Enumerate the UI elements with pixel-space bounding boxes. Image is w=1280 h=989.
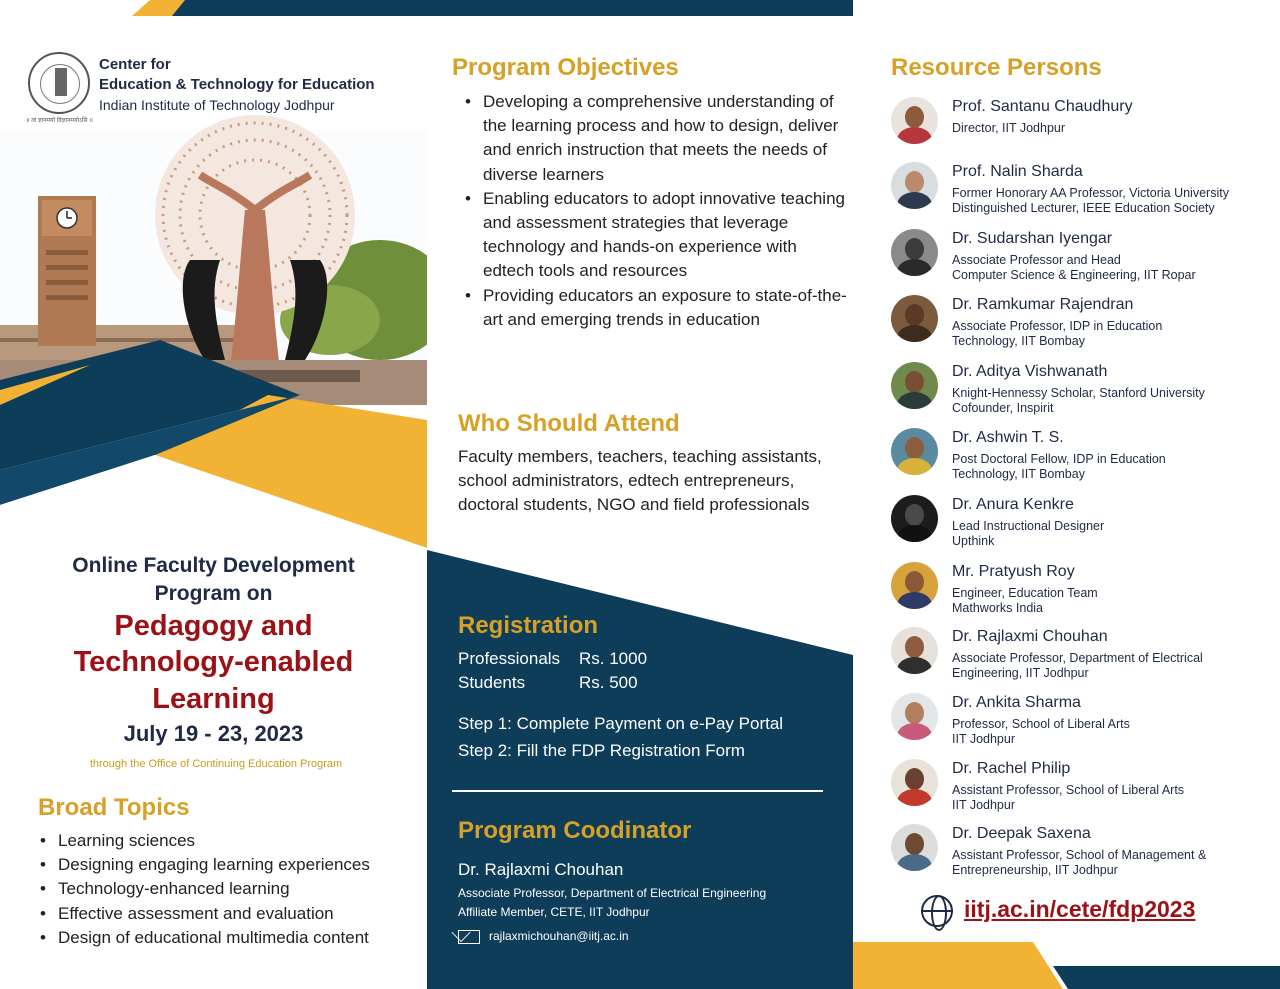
person-detail: IIT Jodhpur [952,732,1016,746]
person-detail: Technology, IIT Bombay [952,334,1085,348]
program-intro-2: Program on [154,582,273,605]
avatar [891,295,938,342]
person-detail: Technology, IIT Bombay [952,467,1085,481]
divider [452,790,823,792]
person-detail: Upthink [952,534,995,548]
avatar [891,495,938,542]
broad-topics-list [38,829,423,950]
person-detail: Knight-Hennessy Scholar, Stanford University [952,386,1205,400]
person-detail: Cofounder, Inspirit [952,401,1054,415]
person-name: Dr. Aditya Vishwanath [952,363,1108,380]
person-detail: Entrepreneurship, IIT Jodhpur [952,863,1118,877]
person-detail: IIT Jodhpur [952,798,1016,812]
left-panel [0,0,427,989]
person-detail: Distinguished Lecturer, IEEE Education Society [952,201,1215,215]
globe-icon [921,895,953,927]
program-title-3: Learning [152,683,275,715]
avatar [891,562,938,609]
list-item: • Technology-enhanced learning [38,877,423,901]
resource-person [891,160,1276,220]
person-detail: Associate Professor and Head [952,253,1121,267]
person-name: Dr. Ashwin T. S. [952,429,1064,446]
broad-topics-title: Broad Topics [38,794,190,821]
resource-person [891,426,1276,486]
person-name: Dr. Ramkumar Rajendran [952,296,1134,313]
website-link[interactable]: iitj.ac.in/cete/fdp2023 [964,896,1196,922]
person-name: Prof. Santanu Chaudhury [952,98,1133,115]
institute-seal [28,52,90,114]
coordinator-title: Program Coodinator [458,817,692,844]
person-name: Dr. Rajlaxmi Chouhan [952,628,1108,645]
resource-person [891,95,1276,155]
fee-label-students: Students [458,673,526,692]
resource-person [891,691,1276,751]
resource-person [891,757,1276,817]
resource-person [891,493,1276,553]
avatar [891,693,938,740]
person-detail: Professor, School of Liberal Arts [952,717,1130,731]
envelope-icon [458,930,480,944]
person-detail: Assistant Professor, School of Management & [952,848,1207,862]
registration-title: Registration [458,612,599,639]
resource-person [891,560,1276,620]
org-line-2: Education & Technology for Education [99,76,375,93]
person-name: Dr. Anura Kenkre [952,496,1074,513]
registration-step-2: Step 2: Fill the FDP Registration Form [458,741,745,760]
program-title-2: Technology-enabled [73,646,354,678]
list-item: • Developing a comprehensive understanding of the learning process and how to design, deliver and enrich instruction that meets the needs of diverse learners [463,90,848,187]
avatar [891,627,938,674]
resource-person [891,625,1276,685]
avatar [891,824,938,871]
person-detail: Former Honorary AA Professor, Victoria University [952,186,1229,200]
coordinator-email[interactable]: rajlaxmichouhan@iitj.ac.in [489,929,629,943]
avatar [891,428,938,475]
resource-person [891,822,1276,882]
coordinator-line-1: Associate Professor, Department of Electrical Engineering [458,886,767,900]
resource-persons-title: Resource Persons [891,54,1102,81]
person-name: Dr. Rachel Philip [952,760,1071,777]
person-name: Dr. Deepak Saxena [952,825,1091,842]
avatar [891,162,938,209]
list-item: • Learning sciences [38,829,423,853]
middle-panel [427,0,853,989]
list-item: • Designing engaging learning experiences [38,853,423,877]
person-detail: Associate Professor, Department of Electrical [952,651,1203,665]
seal-motto: ॥ त्वं ज्ञानमयो विज्ञानमयोऽसि ॥ [26,118,93,124]
who-text: Faculty members, teachers, teaching assistants, school administrators, edtech entrepreneurs, doctoral students, NGO and field professionals [458,447,822,515]
avatar [891,229,938,276]
avatar [891,97,938,144]
person-detail: Associate Professor, IDP in Education [952,319,1163,333]
person-name: Dr. Ankita Sharma [952,694,1081,711]
fee-label-professionals: Professionals [458,649,561,668]
person-detail: Post Doctoral Fellow, IDP in Education [952,452,1166,466]
person-detail: Computer Science & Engineering, IIT Ropar [952,268,1196,282]
person-name: Mr. Pratyush Roy [952,563,1075,580]
person-detail: Director, IIT Jodhpur [952,121,1066,135]
person-detail: Mathworks India [952,601,1044,615]
program-dates: July 19 - 23, 2023 [123,721,304,746]
program-via: through the Office of Continuing Education Program [89,758,343,770]
coordinator-line-2: Affiliate Member, CETE, IIT Jodhpur [458,905,650,919]
person-name: Prof. Nalin Sharda [952,163,1083,180]
list-item: • Effective assessment and evaluation [38,902,423,926]
person-detail: Engineering, IIT Jodhpur [952,666,1089,680]
resource-person [891,227,1276,287]
registration-step-1: Step 1: Complete Payment on e-Pay Portal [458,714,784,733]
right-panel [853,0,1280,989]
person-detail: Lead Instructional Designer [952,519,1105,533]
objectives-title: Program Objectives [452,54,679,81]
org-line-3: Indian Institute of Technology Jodhpur [99,97,335,113]
list-item: • Enabling educators to adopt innovative teaching and assessment strategies that leverage technology and hands-on experience with edtech tools and resources [463,187,848,284]
list-item: • Design of educational multimedia content [38,926,423,950]
coordinator-name: Dr. Rajlaxmi Chouhan [458,860,624,879]
person-detail: Assistant Professor, School of Liberal Arts [952,783,1185,797]
program-intro-1: Online Faculty Development [72,554,355,577]
program-title-1: Pedagogy and [114,610,313,642]
resource-person [891,293,1276,353]
person-detail: Engineer, Education Team [952,586,1098,600]
fee-amount-students: Rs. 500 [579,673,638,692]
avatar [891,362,938,409]
list-item: • Providing educators an exposure to state-of-the-art and emerging trends in education [463,284,848,332]
objectives-list [463,90,848,332]
org-line-1: Center for [99,56,171,73]
header-block [28,50,418,122]
resource-person [891,360,1276,420]
fee-amount-professionals: Rs. 1000 [579,649,648,668]
who-title: Who Should Attend [458,410,680,437]
avatar [891,759,938,806]
person-name: Dr. Sudarshan Iyengar [952,230,1113,247]
